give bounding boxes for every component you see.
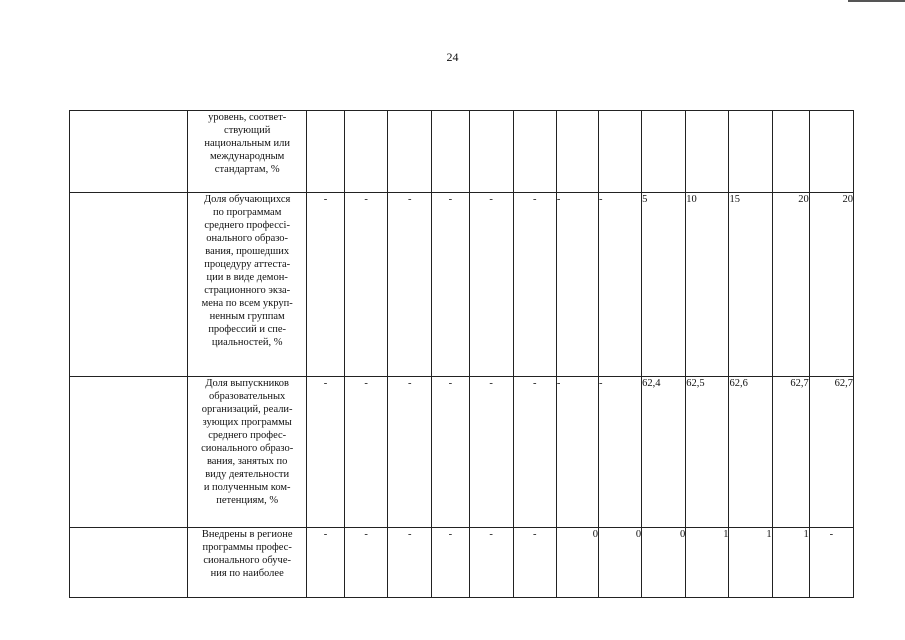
value-cell: - [345,528,388,598]
description-line: петенциям, % [216,495,279,506]
description-line: ния по наиболее [210,568,284,579]
value-cell: - [432,193,469,377]
value-cell: 1 [729,528,772,598]
row-header-cell [70,193,188,377]
description-line: онального образо- [206,233,289,244]
description-line: уровень, соответ- [208,112,287,123]
indicator-description [188,528,306,598]
value-cell: - [469,528,513,598]
value-cell: - [388,377,432,528]
value-cell: 1 [686,528,729,598]
description-line: ции в виде демон- [206,272,288,283]
description-line: среднего профес- [208,430,287,441]
value-cell [772,111,809,193]
value-cell: 0 [598,528,641,598]
description-line: вания, занятых по [206,456,288,467]
value-cell: - [809,528,853,598]
value-cell: - [306,193,344,377]
description-line: организаций, реали- [201,404,293,415]
value-cell [556,111,598,193]
description-line: мена по всем укруп- [201,298,293,309]
description-line: и полученным ком- [203,482,291,493]
description-line: вания, прошедших [205,246,290,257]
description-line: Доля обучающихся [204,194,291,205]
table-row [70,193,854,377]
description-line: стандартам, % [214,164,280,175]
value-cell [345,111,388,193]
description-line: сионального образо- [201,443,294,454]
value-cell: 10 [686,193,729,377]
value-cell: - [556,193,598,377]
indicator-description [188,193,306,377]
top-edge-rule [848,0,905,2]
value-cell [469,111,513,193]
value-cell: - [598,193,641,377]
value-cell [686,111,729,193]
description-line: страционного экза- [204,285,291,296]
value-cell: - [345,377,388,528]
value-cell [729,111,772,193]
value-cell [432,111,469,193]
description-line: сионального обуче- [203,555,291,566]
indicators-table [69,110,854,598]
value-cell: - [345,193,388,377]
value-cell: - [598,377,641,528]
value-cell: - [469,193,513,377]
value-cell: - [306,528,344,598]
indicator-description [188,377,306,528]
value-cell: 0 [642,528,686,598]
value-cell: 0 [556,528,598,598]
description-line: профессий и спе- [208,324,287,335]
description-line: ненным группам [209,311,285,322]
table-row [70,377,854,528]
value-cell: 62,7 [809,377,853,528]
value-cell: - [432,528,469,598]
value-cell: - [556,377,598,528]
description-line: зующих программы [202,417,292,428]
value-cell: - [432,377,469,528]
description-line: ствующий [224,125,271,136]
description-line: среднего профессі- [204,220,290,231]
value-cell: 62,6 [729,377,772,528]
value-cell: 62,5 [686,377,729,528]
description-line: программы профес- [202,542,292,553]
value-cell: 62,7 [772,377,809,528]
value-cell [642,111,686,193]
description-line: национальным или [204,138,290,149]
page-number: 24 [446,50,459,64]
value-cell [306,111,344,193]
value-cell: 1 [772,528,809,598]
value-cell: 20 [809,193,853,377]
value-cell: 62,4 [642,377,686,528]
value-cell: - [513,193,556,377]
description-line: Доля выпускников [205,378,289,389]
value-cell: - [513,377,556,528]
table-row [70,111,854,193]
description-line: по программам [213,207,282,218]
description-line: виду деятельности [205,469,290,480]
value-cell: 20 [772,193,809,377]
description-line: Внедрены в регионе [201,529,293,540]
value-cell [388,111,432,193]
value-cell: - [513,528,556,598]
value-cell: - [388,528,432,598]
value-cell: 15 [729,193,772,377]
value-cell [809,111,853,193]
value-cell: - [306,377,344,528]
row-header-cell [70,377,188,528]
description-line: международным [210,151,285,162]
description-line: образовательных [209,391,286,402]
value-cell: - [388,193,432,377]
description-line: процедуру аттеста- [204,259,291,270]
description-line: циальностей, % [211,337,283,348]
value-cell: - [469,377,513,528]
value-cell [513,111,556,193]
table-row [70,528,854,598]
row-header-cell [70,528,188,598]
value-cell: 5 [642,193,686,377]
value-cell [598,111,641,193]
indicator-description [188,111,306,193]
row-header-cell [70,111,188,193]
